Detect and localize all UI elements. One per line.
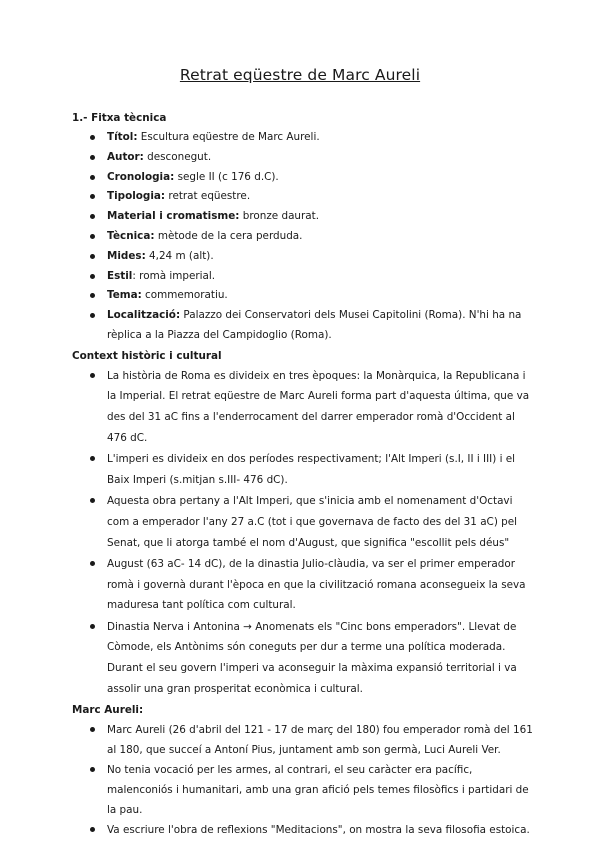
item-label: Tècnica: <box>107 229 155 242</box>
list-item <box>72 449 534 490</box>
item-text: mètode de la cera perduda. <box>154 229 303 242</box>
section-heading-context: Context històric i cultural <box>72 349 222 362</box>
item-text: desconegut. <box>143 150 212 163</box>
bullet-icon <box>90 827 95 832</box>
document-body <box>72 108 534 840</box>
section-heading-fitxa: 1.- Fitxa tècnica <box>72 112 167 124</box>
item-text: Aquesta obra pertany a l'Alt Imperi, que s'inicia amb el nomenament d'Octavi com a emperador l'any 27 a.C (tot i que governava de facto des del 31 aC) pel Senat, que li atorga també el nom d'August, que significa "escollit pels déus" <box>107 495 518 549</box>
item-text: 4,24 m (alt). <box>145 249 214 262</box>
bullet-icon <box>90 624 95 629</box>
item-text: La història de Roma es divideix en tres èpoques: la Monàrquica, la Republicana i la Imperial. El retrat eqüestre de Marc Aureli forma part d'aquesta última, que va des del 31 aC fins a l'enderrocament del darrer emperador romà d'Occident al 476 dC. <box>107 369 530 444</box>
item-text: Dinastia Nerva i Antonina → Anomenats els "Cinc bons emperadors". Llevat de Còmode, els Antònims són coneguts per dur a terme una política moderada. Durant el seu govern l'imperi va aconseguir la màxima expansió territorial i va assolir una gran prosperitat econòmica i cultural. <box>107 620 517 695</box>
list-item <box>72 187 534 207</box>
list-item <box>72 148 534 168</box>
bullet-icon <box>90 456 95 461</box>
bullet-icon <box>90 767 95 772</box>
item-label: Autor: <box>107 150 144 163</box>
section-heading-marc-aureli: Marc Aureli: <box>72 704 144 717</box>
list-item <box>72 820 534 840</box>
item-text: L'imperi es divideix en dos períodes respectivament; l'Alt Imperi (s.I, II i III) i el Baix Imperi (s.mitjan s.III- 476 dC). <box>107 453 516 486</box>
bullet-icon <box>90 373 95 378</box>
bullet-icon <box>90 194 95 199</box>
item-text: Va escriure l'obra de reflexions "Meditacions", on mostra la seva filosofia estoica. <box>107 824 530 837</box>
bullet-icon <box>90 274 95 279</box>
list-item <box>72 554 534 616</box>
bullet-icon <box>90 214 95 219</box>
item-text: August (63 aC- 14 dC), de la dinastia Julio-clàudia, va ser el primer emperador romà i governà durant l'època en que la civilització romana aconsegueix la seva maduresa tant política com cultural. <box>107 558 526 612</box>
bullet-icon <box>90 135 95 140</box>
item-text: commemoratiu. <box>141 289 228 302</box>
fitxa-list <box>72 128 534 346</box>
bullet-icon <box>90 561 95 566</box>
item-text: : romà imperial. <box>132 269 216 282</box>
bullet-icon <box>90 498 95 503</box>
item-label: Tema: <box>107 289 142 302</box>
item-label: Mides: <box>107 249 146 262</box>
list-item <box>72 306 534 346</box>
item-text: Marc Aureli (26 d'abril del 121 - 17 de març del 180) fou emperador romà del 161 al 180, que succeí a Antoní Pius, juntament amb son germà, Luci Aureli Ver. <box>107 724 533 757</box>
bullet-icon <box>90 155 95 160</box>
item-text: Escultura eqüestre de Marc Aureli. <box>137 131 320 143</box>
bullet-icon <box>90 313 95 318</box>
list-item <box>72 168 534 188</box>
list-item <box>72 247 534 267</box>
item-text: No tenia vocació per les armes, al contrari, el seu caràcter era pacífic, malenconiós i humanitari, amb una gran afició pels temes filosòfics i partidari de la pau. <box>107 764 529 817</box>
list-item <box>72 491 534 553</box>
marc-aureli-list <box>72 720 534 840</box>
item-label: Estil <box>107 269 133 282</box>
list-item <box>72 366 534 448</box>
list-item <box>72 286 534 306</box>
item-text: retrat eqüestre. <box>165 190 251 203</box>
item-label: Localització: <box>107 309 181 322</box>
document-title: Retrat eqüestre de Marc Aureli <box>179 66 421 84</box>
list-item <box>72 267 534 287</box>
list-item <box>72 720 534 760</box>
list-item <box>72 760 534 820</box>
bullet-icon <box>90 234 95 239</box>
item-label: Cronologia: <box>107 170 175 183</box>
list-item <box>72 207 534 227</box>
bullet-icon <box>90 293 95 298</box>
item-text: Palazzo dei Conservatori dels Musei Capitolini (Roma). N'hi ha na rèplica a la Piazza del Campidoglio (Roma). <box>107 309 522 341</box>
bullet-icon <box>90 175 95 180</box>
context-list <box>72 366 534 700</box>
list-item <box>72 617 534 699</box>
item-label: Títol: <box>107 131 138 143</box>
list-item <box>72 128 534 148</box>
item-label: Tipologia: <box>107 190 166 203</box>
bullet-icon <box>90 727 95 732</box>
item-text: bronze daurat. <box>239 210 320 223</box>
item-label: Material i cromatisme: <box>107 210 240 223</box>
bullet-icon <box>90 254 95 259</box>
list-item <box>72 227 534 247</box>
item-text: segle II (c 176 d.C). <box>174 170 279 183</box>
